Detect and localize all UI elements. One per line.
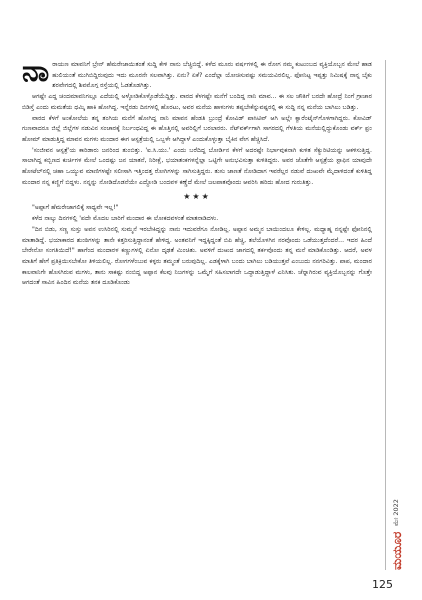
paragraph-text: ರಾಯಣ ಮಾವನಿಗೆ ಬ್ರೇನ್ ಹೆಮರೇಜಾಯಿತಂತೆ ಸುದ್ದಿ ಕೇಳಿ ನಾನು ಬೆಚ್ಚಿಬಿದ್ದೆ. ಕಳೆದ ಮೂರು ವರ್ಷಗಳಲ್ಲಿ ಈ ರೋಗ ನಮ್ಮ ಕುಟುಂಬದ ವ್ಯಕ್ತಿಯೊಬ್ಬನ ಮೇಲೆ ಹಾಡ ಹುಲಿಯಂತೆ ಮುಗಿಬಿದ್ದಿರುವುದು ಇದು ಮೂರನೇ ಸಲವಾಗಿತ್ತು. ಏನು? ಏಕೆ? ಎಂದೆಲ್ಲಾ ಯೋಚಿಸುವಷ್ಟು ಸಮಯವಿರಲಿಲ್ಲ. ಫೋನಿಟ್ಟ ಇಪ್ಪತ್ತು ನಿಮಿಷಕ್ಕೆ ನಾನ್ನ ಬೈಕು ಶರವೇಗದಲ್ಲಿ ಶಿವಮೊಗ್ಗ ರಸ್ತೆಯಲ್ಲಿ ಓಡತೊಡಗಿತ್ತು. (52, 61, 372, 90)
article-paragraph: ಕಳೆದ ನಾಲ್ಕು ದಿನಗಳಲ್ಲಿ 'ಪದೇ ಮೊದಲ ಬಾರಿಗೆ ಮಂದಾರ ಈ ಲೋಕದವಳಂತೆ ಮಾತನಾಡಿದಳು. (32, 215, 219, 223)
article-column (22, 54, 372, 289)
article-paragraph: ವಾರದ ಕೆಳಗೆ ಅಂಕೋಲೆಯ ತನ್ನ ತಂಗಿಯ ಮನೆಗೆ ಹೋಗಿದ್ದ ನಾನಿ ಮಾವನ ಹೆಂಡತಿ ಬ್ರುಂದ್ರೆ ಕೋವಿಡ್ ಪಾಸಿಟಿವ್ ಆಗಿ ಅಲ್ಲೇ ಕ್ವಾರೆಂಟೈನ್‌ಗೊಳಗಾಗಿದ್ದರು. ಕೋವಿಡ್ ಗುಣವಾದರೂ ಜಿಲ್ಲೆ ಜಿಲ್ಲೆಗಳ ನಡುವಿನ ಸಂಚಾರಕ್ಕೆ ನಿರ್ಬಂಧವಿದ್ದ ಈ ಹೊತ್ತಿನಲ್ಲಿ ಅವರಿಲ್ಲಿಗೆ ಬರಲಾರರು. ನೆಟ್‌ವರ್ಕ್‌ಗಾಗಿ ಸಾಗರದಲ್ಲಿ ಗೆಳತಿಯ ಮನೆಯಲ್ಲಿದ್ದುಕೊಂಡು ವರ್ಕ್ ಫ್ರಂ ಹೋಮ್ ಮಾಡುತ್ತಿದ್ದ ಮಾವನ ಮಗಳು ಮಂದಾರ ಈಗ ಆಸ್ಪತ್ರೆಯಲ್ಲಿ ಒಬ್ಬಳೇ ಆಗಿದ್ದಾಳೆ ಎಂದುಕೊಳ್ಳುತ್ತಾ ಬೈಕಿನ ವೇಗ ಹೆಚ್ಚಿಸಿದೆ. (22, 114, 372, 143)
article-paragraph: "ಅಪ್ಪಾಗೆ ಹೆಮರೇಜಾಗಲಿಕ್ಕೆ ಸಾಧ್ಯವೇ ಇಲ್ಲ!" (32, 204, 119, 212)
article-paragraph: 'ಸಂಜೀವನ ಆಸ್ಪತ್ರೆ'ಯ ಕಾರಿಡಾರು ಜನರಿಂದ ತುಂಬಿತ್ತು. 'ಐ.ಸಿ.ಯು.' ಎಂದು ಬರೆದಿದ್ದ ಬೋರ್ಡಿನ ಕೆಳಗೆ ಅದರಷ್ಟೇ ನಿರ್ಭಾವುಕನಾಗಿ ಕುಳಿತ ಸೆಕ್ಯುರಿಟಿಯನ್ನು ಆಕಳಿಸುತ್ತಿದ್ದ. ಸಾಲಾಗಿದ್ದ ಕಬ್ಬಿಣದ ಕುರ್ಚಿಗಳ ಮೇಲೆ ಒಂದಷ್ಟು ಜನ ಯಾತನೆ, ನಿರೀಕ್ಷೆ, ಭಯಾತಂಕಗಳನ್ನೆಲ್ಲಾ ಒಟ್ಟಿಗೇ ಅನುಭವಿಸುತ್ತಾ ಕುಳಿತಿದ್ದರು. ಅವರ ಜೊತೆಗೇ ಆಸ್ಪತ್ರೆಯ ಸ್ಟಾಫಿನ ಯಾವುದೇ ಹೋಟೆಲ್‌ನಲ್ಲಿ ಚಹಾ ಒಯ್ಯುವ ಮಾಣಿಗಳಷ್ಟೇ ಸಲೀಸಾಗಿ ಇತ್ತಿಂದತ್ತ ರೋಗಿಗಳನ್ನು ಸಾಗಿಸುತ್ತಿದ್ದರು. ತುಸು ಜಾಣತೆ ನೋಡಿದಾಗ ಇವರೆಲ್ಲರ ನಡುವೆ ದುಃಖವೇ ಮೈದಾಳಿದಂತೆ ಕುಳಿತಿದ್ದ ಮಂದಾರ ನನ್ನ ಕಣ್ಣಿಗೆ ಬಿದ್ದಳು. ನನ್ನನ್ನು ನೋಡಿದೊಡನೆಯೇ ಎದ್ದೋಡಿ ಬಂದವಳ ಕಣ್ಣೆದೆ ಮೇಲೆ ಜಲಪಾತವೊಂದು ಆವರಿಸಿ ಹರಿದು ಹೋದ ಗುರುತಿತ್ತು. (22, 146, 372, 186)
column-divider (385, 60, 386, 570)
article-paragraph: "ದಿನ ಬಿಡು, ಸಣ್ಣ ಸುಸ್ತು ಅವನ ಉಸಿರಿನಲ್ಲಿ ಸುಮ್ಮನೆ ಇರಬೇಕಿದ್ದನ್ನು ನಾನು ಇದುವರೆಗೂ ನೋಡಿಲ್ಲ. ಅಪ್ಪಾನ ಅಮ್ಮನ ಬಾಯಿಂದಲೂ ಕೇಳಿಲ್ಲ. ಮಧ್ಯಾಹ್ನ ನನ್ನಷ್ಟೇ ಫೋನಿನಲ್ಲಿ ಮಾತಾಡಿದ್ದೆ. ಭಯಾಕಾರದ ಶುಂಠಿಗಳನ್ನು ತಾನೇ ಕತ್ತರಿಸುತ್ತಿದ್ದಾನಂತೆ ಹೇಳಿದ್ದ. ಅಂತವನಿಗೆ ಇದ್ದಕ್ಕಿದ್ದಂತೆ ಬಿಪಿ ಹೆಚ್ಚಿ, ತಲೆಯೊಳಗಿನ ನರವೊಂದು ಒಡೆಯುತ್ತದೆಂದರೆ... ಇದರ ಹಿಂದೆ ಬೇರೇನೋ ಸಂಗತಿಯಿದೆ!" ಹಾಗೆಂದ ಮಂದಾರಳ ಕಣ್ಣುಗಳಲ್ಲಿ ಏನೋ ದೃಢತೆ ಮಿಂಚಿತು. ಅವಳಿಗೆ ದುಃಖದ ಜಾಗದಲ್ಲಿ ತರ್ಕವೊಂದು ತನ್ನ ಮನೆ ಮಾಡಿಕೊಂಡಿತ್ತು. ಆದರೆ, ಅವಳ ಮಾತಿಗೆ ಹೇಗೆ ಪ್ರತಿಕ್ರಿಯಿಸಬೇಕೋ ತಿಳಿಯಲಿಲ್ಲ. ರೋಗಗಳೆಂಬುವ ಕಳ್ಳರು ತಮ್ಮಂತೆ ಬರುವುದಿಲ್ಲ. ಎಡಕ್ಕೆಳಾಗಿ ಬಂದು ಬಾಗಿಲು ಬಡಿಯುತ್ತವೆ ಎಂಬುದು ನನಗರಿವಿತ್ತು. ಪಾಪ, ಮಂದಾರ ಕಾಲವಾನಿಗೇ ಹೊಸಗಿರುವ ಮಗಳು, ತಾನು ಸಾಕಷ್ಟು ನಂಬಿದ್ದ ಅಪ್ಪಾನ ಕೆಲವು ನಿಜಗಳನ್ನು ಒಮ್ಮೆಗೆ ಸಹಿಸಲಾಗದೇ ಒದ್ದಾಡುತ್ತಿದ್ದಾಳೆ ಎನಿಸಿತು. ಚೆನ್ನಾಗಿರುವ ವ್ಯಕ್ತಿಯೊಬ್ಬನನ್ನು ಗೊತ್ತೇ ಆಗದಂತೆ ಸಾವಿನ ಹಿಂದಿನ ಮನೆಯ ತನಕ ದೂಡಿಕೊಂಡು (22, 225, 372, 287)
dropcap: ನಾ (22, 54, 50, 89)
magazine-logo: ಮಯೂರ (390, 531, 404, 570)
section-separator: ★★★ (183, 192, 211, 202)
page-number: 125 (372, 578, 393, 591)
article-paragraph: ಆಗಷ್ಟೇ ಎದ್ದ ಚಂದಮಾವನಿಗಲ್ಲೂ ಎದೆಯಲ್ಲಿ ಅಳ್ಳೋಡಿಕೊಳ್ಳೊಡೆಯೆದ್ದಿತ್ತು. ವಾರದ ಕೆಳಗಷ್ಟೇ ಮನೆಗೆ ಬಂದಿದ್ದ ನಾನಿ ಮಾವ... ಈ ಸಲ ಚೌತಿಗೆ ಬರದೇ ಹೋದ್ರೆ ನಿಂಗೆ ಗ್ರಾಚಾರ ಬಿಡಿಸ್ತೆ ಎಂದು ಮಮತೆಯ ಧಮ್ಕಿ ಹಾಕಿ ಹೋಗಿದ್ದ. ಇನ್ನೆರಡು ದಿನಗಳಲ್ಲಿ ಹೊರಟು, ಅವರ ಮನೆಯ ಹಾಳುಗಳು ತಪ್ಪಬೇಕೆನ್ನುವಷ್ಟರಲ್ಲಿ ಈ ಸುದ್ದಿ ನನ್ನ ಮನೆಯ ಬಾಗಿಲು ಬಡಿತ್ತು. (22, 93, 372, 111)
article-paragraph (22, 54, 372, 92)
issue-date: ಮೇ 2022 (392, 499, 400, 526)
